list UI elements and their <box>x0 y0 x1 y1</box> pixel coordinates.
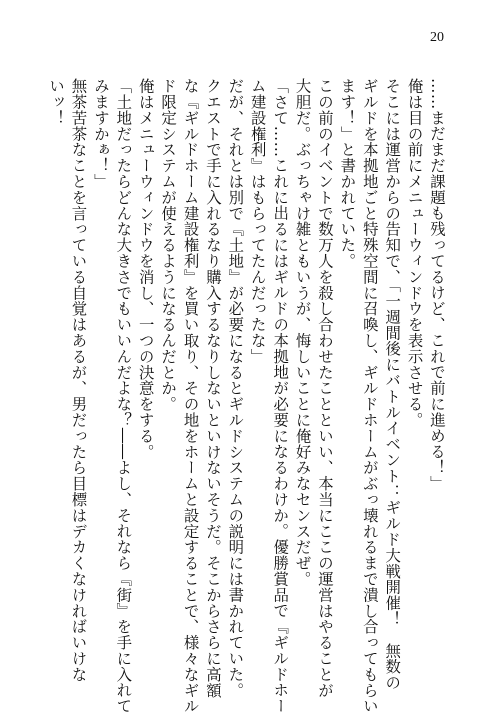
page-number: 20 <box>430 30 444 45</box>
text-column: だが、それとは別で『土地』が必要になるとギルドシステムの説明には書かれていた。 <box>226 78 245 699</box>
text-column: 俺はメニューウィンドウを消し、一つの決意をする。 <box>136 78 155 460</box>
text-body <box>47 78 448 714</box>
text-column: 無茶苦茶なことを言っている自覚はあるが、男だったら目標はデカくなければいけな <box>69 78 88 683</box>
text-column: 俺は目の前にメニューウィンドウを表示させる。 <box>405 78 424 428</box>
text-column: いッ！ <box>47 78 66 126</box>
text-column: な『ギルドホーム建設権利』を買い取り、その地をホームと設定することで、様々なギル <box>181 78 200 714</box>
text-column: 大胆だ。ぶっちゃけ雑ともいうが、悔しいことに俺好みなセンスだぜ。 <box>293 78 312 587</box>
text-column: クエストで手に入れるなり購入するなりしないといけないそうだ。そこからさらに高額 <box>203 78 222 699</box>
text-column: ム建設権利』はもらってたんだったな」 <box>248 78 267 365</box>
text-column: ギルドを本拠地ごと特殊空間に召喚し、ギルドホームがぶっ壊れるまで潰し合ってもらい <box>360 78 379 714</box>
text-column: ……まだまだ課題も残ってるけど、これで前に進める！」 <box>428 78 446 492</box>
text-column: ます！」と書かれていた。 <box>338 78 357 269</box>
text-column: この前のイベントで数万人を殺し合わせたことといい、本当にここの運営はやることが <box>315 78 334 699</box>
text-column: 「土地だったらどんな大きさでもいいんだよな？――よし、それなら『街』を手に入れて <box>114 78 133 714</box>
text-column: みますかぁ！」 <box>91 78 110 190</box>
text-column: ド限定システムが使えるようになるんだとか。 <box>159 78 178 412</box>
text-column: 「さて……これに出るにはギルドの本拠地が必要になるわけか。優勝賞品で『ギルドホー <box>271 78 290 714</box>
text-column: そこには運営からの告知で、「一週間後にバトルイベント：ギルド大戦開催！ 無数の <box>383 78 402 691</box>
